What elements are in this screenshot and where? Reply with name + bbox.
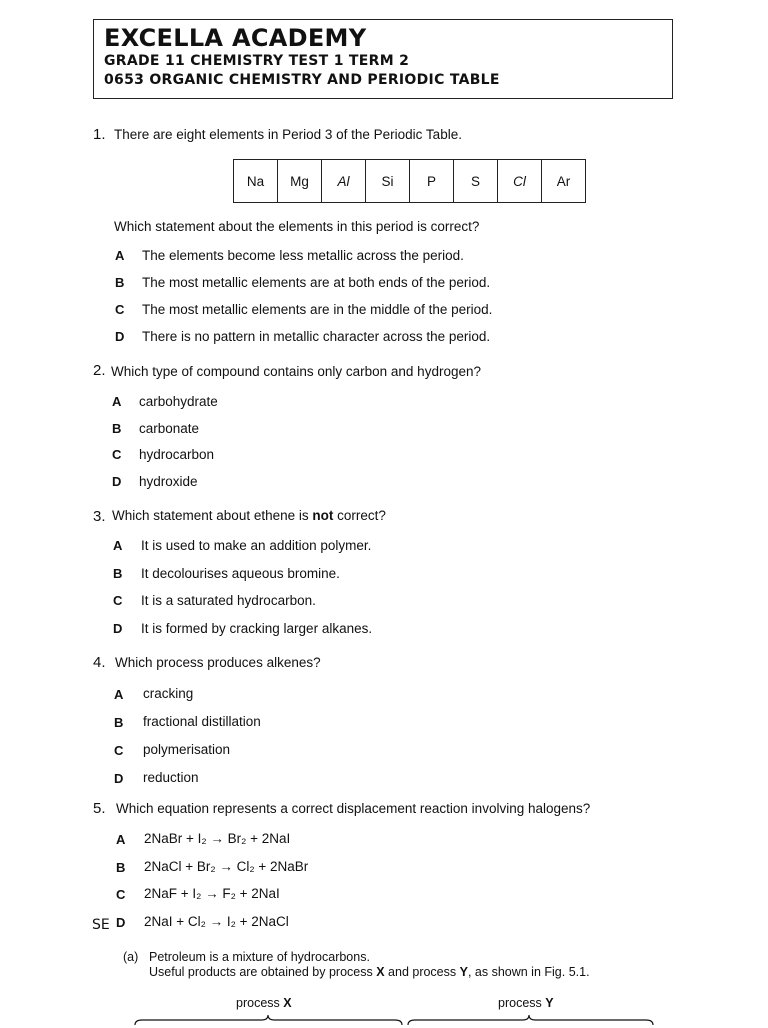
q3-option-b-text: It decolourises aqueous bromine. <box>141 566 340 581</box>
element-cell: S <box>454 160 498 203</box>
q1-option-d-text: There is no pattern in metallic character across the period. <box>142 329 491 344</box>
element-cell: Na <box>234 160 278 203</box>
q1-option-d-letter[interactable]: D <box>115 329 125 344</box>
q1-question: Which statement about the elements in this period is correct? <box>114 219 480 234</box>
q1-option-a-letter[interactable]: A <box>115 248 125 263</box>
q4-option-c-text: polymerisation <box>143 742 231 757</box>
part-a-line1: Petroleum is a mixture of hydrocarbons. <box>149 950 370 964</box>
q5-option-a-letter[interactable]: A <box>116 832 126 847</box>
q4-option-b-text: fractional distillation <box>143 714 261 729</box>
part-a-line2: Useful products are obtained by process X and process Y, as shown in Fig. 5.1. <box>149 965 590 979</box>
q3-option-d-text: It is formed by cracking larger alkanes. <box>141 621 373 636</box>
element-cell: Cl <box>498 160 542 203</box>
q4-question: Which process produces alkenes? <box>115 655 321 670</box>
q2-option-a-letter[interactable]: A <box>112 394 122 409</box>
element-cell: Si <box>366 160 410 203</box>
q2-option-c-letter[interactable]: C <box>112 447 122 462</box>
q2-option-b-letter[interactable]: B <box>112 421 122 436</box>
q2-option-b-text: carbonate <box>139 421 200 436</box>
process-y-label: process Y <box>498 996 554 1010</box>
q5-option-c-letter[interactable]: C <box>116 887 126 902</box>
process-x-label: process X <box>236 996 292 1010</box>
q3-option-a-text: It is used to make an addition polymer. <box>141 538 372 553</box>
q2-option-c-text: hydrocarbon <box>139 447 215 462</box>
q1-option-c-text: The most metallic elements are in the middle of the period. <box>142 302 493 317</box>
element-cell: Mg <box>278 160 322 203</box>
q1-option-b-text: The most metallic elements are at both ends of the period. <box>142 275 491 290</box>
q1-stem: There are eight elements in Period 3 of the Periodic Table. <box>114 127 462 142</box>
q4-option-d-letter[interactable]: D <box>114 771 124 786</box>
q3-not-emphasis: not <box>312 508 334 523</box>
q5-question: Which equation represents a correct displacement reaction involving halogens? <box>116 801 591 816</box>
process-y-brace <box>407 1014 655 1028</box>
period-3-table <box>233 159 586 203</box>
q3-number: 3. <box>93 508 106 525</box>
element-cell: Ar <box>542 160 586 203</box>
part-a-label: (a) <box>123 950 139 964</box>
q4-option-a-letter[interactable]: A <box>114 687 124 702</box>
q5-option-b-text: 2NaCl + Br₂ → Cl₂ + 2NaBr <box>144 859 309 874</box>
q4-number: 4. <box>93 654 106 671</box>
process-x-brace <box>134 1014 404 1028</box>
q3-option-d-letter[interactable]: D <box>113 621 123 636</box>
q3-option-a-letter[interactable]: A <box>113 538 123 553</box>
element-cell: Al <box>322 160 366 203</box>
q4-option-a-text: cracking <box>143 686 194 701</box>
q1-option-c-letter[interactable]: C <box>115 302 125 317</box>
q5-option-d-text: 2NaI + Cl₂ → I₂ + 2NaCl <box>144 914 289 929</box>
q2-number: 2. <box>93 362 106 379</box>
q5-option-d-letter[interactable]: D <box>116 915 126 930</box>
q5-option-a-text: 2NaBr + I₂ → Br₂ + 2NaI <box>144 831 291 846</box>
test-title: GRADE 11 CHEMISTRY TEST 1 TERM 2 <box>104 53 410 69</box>
q1-option-b-letter[interactable]: B <box>115 275 125 290</box>
school-name: EXCELLA ACADEMY <box>104 24 367 52</box>
q5-option-c-text: 2NaF + I₂ → F₂ + 2NaI <box>144 886 280 901</box>
q5-option-b-letter[interactable]: B <box>116 860 126 875</box>
q5-number: 5. <box>93 800 106 817</box>
q1-option-a-text: The elements become less metallic across the period. <box>142 248 464 263</box>
q3-question: Which statement about ethene is not correct? <box>112 508 386 523</box>
q3-option-c-text: It is a saturated hydrocarbon. <box>141 593 316 608</box>
q3-option-b-letter[interactable]: B <box>113 566 123 581</box>
q3-option-c-letter[interactable]: C <box>113 593 123 608</box>
element-cell: P <box>410 160 454 203</box>
q2-option-d-letter[interactable]: D <box>112 474 122 489</box>
test-subject: 0653 ORGANIC CHEMISTRY AND PERIODIC TABLE <box>104 72 500 88</box>
section-header-fragment: SE <box>92 917 110 933</box>
q1-number: 1. <box>93 126 106 143</box>
q4-option-d-text: reduction <box>143 770 199 785</box>
header-box <box>93 19 673 99</box>
q2-question: Which type of compound contains only carbon and hydrogen? <box>111 364 481 379</box>
q2-option-a-text: carbohydrate <box>139 394 218 409</box>
q2-option-d-text: hydroxide <box>139 474 198 489</box>
q4-option-c-letter[interactable]: C <box>114 743 124 758</box>
q4-option-b-letter[interactable]: B <box>114 715 124 730</box>
